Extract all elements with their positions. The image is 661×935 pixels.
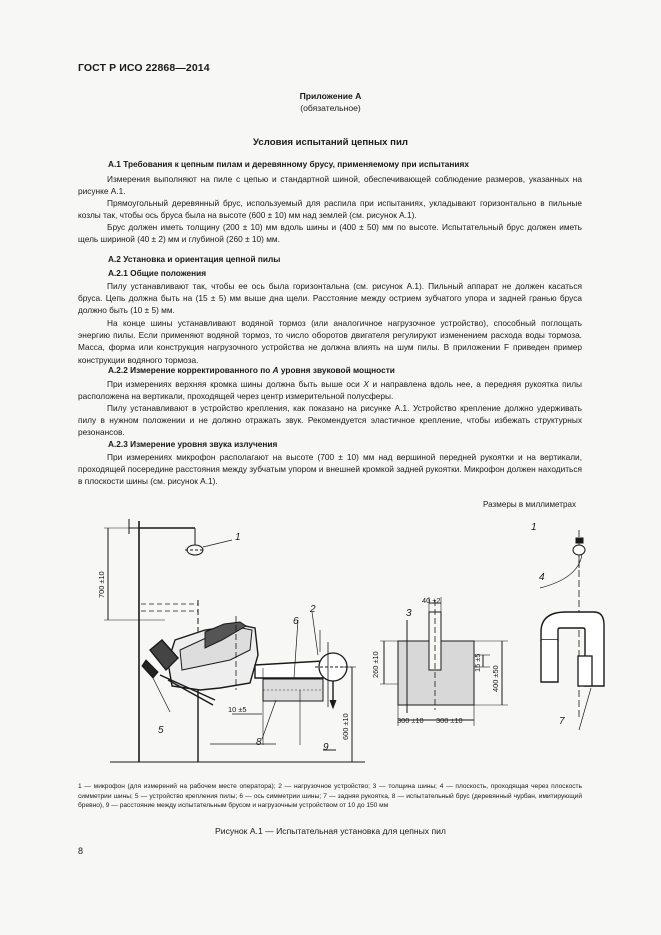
figure-title: Рисунок А.1 — Испытательная установка для цепных пил bbox=[215, 826, 446, 836]
paragraph-a1-3: Брус должен иметь толщину (200 ± 10) мм вдоль шины и (400 ± 50) мм по высоте. Испытательный брус должен иметь щель шириной (40 ± 2) мм и глубиной (260 ± 10) мм. bbox=[78, 222, 582, 245]
figure-caption: 1 — микрофон (для измерений на рабочем месте оператора); 2 — нагрузочное устройство; 3 — толщина шины; 4 — плоскость, проходящая через плоскость симметрии шины; 5 — устройство крепления пилы; 6 — ось симметрии шины; 7 — задняя рукоятка, 8 — испытательный брус (деревянный чурбан, имитирующий бревно), 9 — расстояние между испытательным брусом и нагрузочным устройством от 10 до 150 мм bbox=[78, 783, 582, 809]
label-2: 2 bbox=[310, 604, 316, 615]
main-title: Условия испытаний цепных пил bbox=[253, 137, 408, 148]
label-3: 3 bbox=[406, 608, 412, 619]
label-5: 5 bbox=[158, 725, 164, 736]
paragraph-a23-1: При измерениях микрофон располагают на высоте (700 ± 10) мм над вершиной передней рукоятки и на вертикали, проходящей посередине расстояния между зубчатым упором и внешней кромкой задней рукоятки. Микрофон должен находиться в плоскости шины (см. рисунок А.1). bbox=[78, 452, 582, 487]
label-4: 4 bbox=[539, 572, 545, 583]
dim-label-400: 400 ±50 bbox=[491, 665, 500, 692]
label-1: 1 bbox=[235, 532, 241, 543]
rear-handle-view bbox=[540, 530, 604, 730]
paragraph-a21-1: Пилу устанавливают так, чтобы ее ось была горизонтальна (см. рисунок А.1). Пильный аппарат не должен касаться бруса. Цепь должна быть на (15 ± 5) мм выше дна щели. Расстояние между острием зубчатого упора и задней гранью бруса должно быть (10 ± 5) мм. bbox=[78, 281, 582, 316]
heading-a23: А.2.3 Измерение уровня звука излучения bbox=[108, 439, 278, 449]
dim-700 bbox=[104, 528, 198, 620]
ground-line bbox=[110, 714, 365, 762]
heading-a2: А.2 Установка и ориентация цепной пилы bbox=[108, 254, 281, 264]
microphone-left bbox=[185, 540, 232, 555]
dim-label-300-a: 300 ±10 bbox=[397, 716, 424, 725]
dim-label-300-b: 300 ±10 bbox=[436, 716, 463, 725]
label-1-right: 1 bbox=[531, 522, 537, 533]
paragraph-a1-2: Прямоугольный деревянный брус, используемый для распила при испытаниях, укладывают горизонтально в пильные козлы так, чтобы ось бруса была на высоте (600 ± 10) мм над землей (см. рисунок А.1). bbox=[78, 198, 582, 221]
log-cross-section bbox=[380, 597, 508, 726]
dim-label-10: 10 ±5 bbox=[228, 705, 247, 714]
paragraph-a1-1: Измерения выполняют на пиле с цепью и стандартной шиной, обеспечивающей соблюдение размеров, указанных на рисунке А.1. bbox=[78, 174, 582, 197]
heading-a21: А.2.1 Общие положения bbox=[108, 268, 207, 278]
label-9: 9 bbox=[323, 742, 329, 753]
units-note: Размеры в миллиметрах bbox=[483, 500, 577, 509]
paragraph-a22-1: При измерениях верхняя кромка шины должна быть выше оси X и направлена вдоль нее, а передняя рукоятка пилы расположена на вертикали, проходящей через центр измерительной полусферы. bbox=[78, 379, 583, 402]
dim-label-600: 600 ±10 bbox=[341, 713, 350, 740]
heading-a22: А.2.2 Измерение корректированного по А уровня звуковой мощности bbox=[108, 365, 395, 375]
label-8: 8 bbox=[256, 737, 262, 748]
annex-status: (обязательное) bbox=[300, 103, 361, 113]
test-log bbox=[263, 668, 323, 745]
dim-label-15: 15 ±5 bbox=[473, 653, 482, 672]
paragraph-a21-2: На конце шины устанавливают водяной тормоз (или аналогичное нагрузочное устройство), способный поглощать энергию пилы. Если применяют водяной тормоз, то число оборотов двигателя регулируют изменением расхода воды тормоза. Масса, форма или конструкция нагрузочного устройства не должна влиять на шум пилы. В приложении F приведен пример конструкции водяного тормоза. bbox=[78, 318, 582, 365]
dim-label-700: 700 ±10 bbox=[97, 571, 106, 598]
label-7: 7 bbox=[559, 716, 565, 727]
annex-title: Приложение А bbox=[299, 91, 362, 101]
paragraph-a22-2: Пилу устанавливают в устройство крепления, как показано на рисунке А.1. Устройство крепление должно удерживать пилу в нужном положении и не должно отражать звук. Рекомендуется эластичное крепление, чтобы избежать структурных резонансов. bbox=[78, 403, 582, 438]
page-number: 8 bbox=[78, 846, 84, 856]
heading-a1: А.1 Требования к цепным пилам и деревянному брусу, применяемому при испытаниях bbox=[108, 159, 469, 169]
dim-label-260: 260 ±10 bbox=[371, 651, 380, 678]
document-code: ГОСТ Р ИСО 22868—2014 bbox=[78, 62, 210, 74]
dim-label-40: 40 ±2 bbox=[422, 596, 441, 605]
label-6: 6 bbox=[293, 616, 299, 627]
